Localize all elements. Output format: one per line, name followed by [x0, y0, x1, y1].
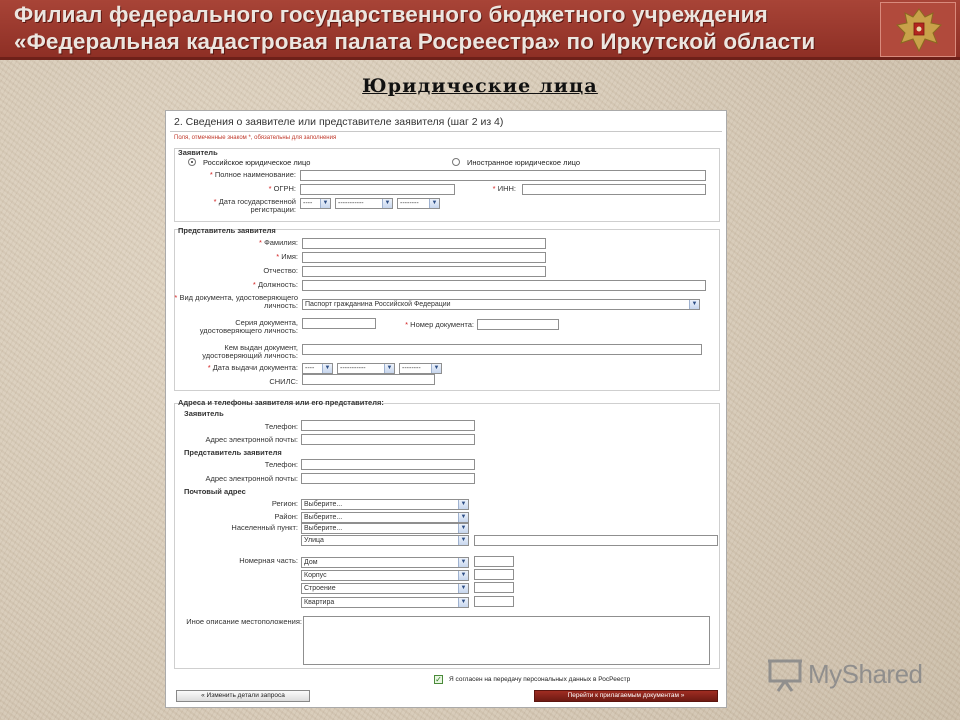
header-line-2: «Федеральная кадастровая палата Росреестра» по Иркутской области: [14, 29, 816, 54]
russian-entity-radio[interactable]: [188, 158, 196, 166]
reg-month-value: -----------: [338, 200, 364, 207]
ogrn-label: * ОГРН:: [268, 184, 296, 193]
applicant-legend: Заявитель: [178, 148, 218, 157]
reg-day-select[interactable]: [300, 198, 331, 209]
issue-month-value: -----------: [340, 365, 366, 372]
surname-label: * Фамилия:: [259, 238, 298, 247]
chevron-down-icon: ▼: [431, 364, 441, 373]
full-name-input[interactable]: [300, 170, 706, 181]
chevron-down-icon: ▼: [689, 300, 699, 309]
applicant-phone-label: Телефон:: [264, 422, 298, 431]
chevron-down-icon: ▼: [458, 536, 468, 545]
chevron-down-icon: ▼: [458, 571, 468, 580]
addr-rep-heading: Представитель заявителя: [184, 448, 282, 457]
district-label: Район:: [274, 512, 298, 521]
district-value: Выберите...: [304, 514, 343, 521]
issue-date-label-text: Дата выдачи документа:: [212, 363, 298, 372]
building-type-value: Корпус: [304, 572, 327, 579]
reg-date-label: * Дата государственной регистрации:: [213, 197, 296, 214]
doc-type-label-text: Вид документа, удостоверяющего личность:: [179, 293, 298, 310]
structure-type-select[interactable]: [301, 583, 469, 594]
chevron-down-icon: ▼: [458, 500, 468, 509]
chevron-down-icon: ▼: [384, 364, 394, 373]
region-value: Выберите...: [304, 501, 343, 508]
locality-value: Выберите...: [304, 525, 343, 532]
representative-legend: Представитель заявителя: [178, 226, 276, 235]
doc-type-label: * Вид документа, удостоверяющего личность:: [174, 293, 298, 310]
apartment-number-input[interactable]: [474, 596, 514, 607]
chevron-down-icon: ▼: [458, 598, 468, 607]
name-input[interactable]: [302, 252, 546, 263]
addr-applicant-heading: Заявитель: [184, 409, 224, 418]
house-type-value: Дом: [304, 559, 318, 566]
applicant-email-label: Адрес электронной почты:: [205, 435, 298, 444]
surname-label-text: Фамилия:: [264, 238, 298, 247]
full-name-label: * Полное наименование:: [209, 170, 296, 179]
patronymic-label: Отчество:: [263, 266, 298, 275]
structure-number-input[interactable]: [474, 582, 514, 593]
watermark-text: MyShared: [808, 658, 923, 689]
inn-label-text: ИНН:: [497, 184, 516, 193]
surname-input[interactable]: [302, 238, 546, 249]
street-type-select[interactable]: [301, 535, 469, 546]
rep-phone-label: Телефон:: [264, 460, 298, 469]
region-select[interactable]: [301, 499, 469, 510]
issued-by-label: Кем выдан документ, удостоверяющий личность:: [202, 343, 298, 360]
region-label: Регион:: [271, 499, 298, 508]
issue-month-select[interactable]: [337, 363, 395, 374]
issued-by-input[interactable]: [302, 344, 702, 355]
doc-type-select[interactable]: [302, 299, 700, 310]
rep-email-input[interactable]: [301, 473, 475, 484]
foreign-entity-radio[interactable]: [452, 158, 460, 166]
position-input[interactable]: [302, 280, 706, 291]
building-number-input[interactable]: [474, 569, 514, 580]
header-line-1: Филиал федерального государственного бюджетного учреждения: [14, 2, 768, 27]
applicant-phone-input[interactable]: [301, 420, 475, 431]
reg-month-select[interactable]: [335, 198, 393, 209]
chevron-down-icon: ▼: [320, 199, 330, 208]
apartment-type-select[interactable]: [301, 597, 469, 608]
reg-date-label-text: Дата государственной регистрации:: [218, 197, 296, 214]
doc-series-input[interactable]: [302, 318, 376, 329]
applicant-form: [165, 110, 727, 708]
chevron-down-icon: ▼: [322, 364, 332, 373]
district-select[interactable]: [301, 512, 469, 523]
house-number-input[interactable]: [474, 556, 514, 567]
number-part-label: Номерная часть:: [239, 556, 298, 565]
position-label-text: Должность:: [257, 280, 298, 289]
patronymic-input[interactable]: [302, 266, 546, 277]
inn-input[interactable]: [522, 184, 706, 195]
consent-checkbox[interactable]: ✓: [435, 675, 442, 684]
required-note: Поля, отмеченные знаком *, обязательны для заполнения: [174, 135, 337, 141]
myshared-watermark: [766, 654, 923, 694]
form-title: 2. Сведения о заявителе или представителе заявителя (шаг 2 из 4): [174, 116, 504, 128]
reg-year-value: --------: [400, 200, 419, 207]
issue-year-select[interactable]: [399, 363, 442, 374]
doc-type-value: Паспорт гражданина Российской Федерации: [305, 301, 451, 308]
doc-series-label: Серия документа, удостоверяющего личность:: [199, 318, 298, 335]
locality-select[interactable]: [301, 523, 469, 534]
rep-phone-input[interactable]: [301, 459, 475, 470]
consent-label: Я согласен на передачу персональных данных в РосРеестр: [449, 676, 631, 683]
other-desc-textarea[interactable]: [303, 616, 710, 665]
foreign-entity-label: Иностранное юридическое лицо: [467, 158, 581, 167]
building-type-select[interactable]: [301, 570, 469, 581]
next-documents-button[interactable]: Перейти к прилагаемым документам »: [534, 690, 718, 702]
russian-entity-label: Российское юридическое лицо: [203, 158, 311, 167]
full-name-label-text: Полное наименование:: [214, 170, 296, 179]
snils-input[interactable]: [302, 374, 435, 385]
street-input[interactable]: [474, 535, 718, 546]
street-type-value: Улица: [304, 537, 324, 544]
chevron-down-icon: ▼: [458, 524, 468, 533]
name-label: * Имя:: [276, 252, 298, 261]
other-desc-label: Иное описание местоположения:: [186, 617, 302, 626]
doc-number-label-text: Номер документа:: [410, 320, 474, 329]
reg-year-select[interactable]: [397, 198, 440, 209]
applicant-email-input[interactable]: [301, 434, 475, 445]
page-title-text: Юридические лица: [362, 75, 598, 97]
snils-label: СНИЛС:: [269, 377, 298, 386]
locality-label: Населенный пункт:: [231, 523, 298, 532]
coat-of-arms-emblem: [880, 2, 956, 57]
postal-heading: Почтовый адрес: [184, 487, 246, 496]
inn-label: * ИНН:: [492, 184, 516, 193]
form-title-divider: [170, 131, 722, 132]
issue-day-value: ----: [305, 365, 315, 372]
issue-year-value: --------: [402, 365, 421, 372]
page-header: [0, 0, 960, 60]
reg-day-value: ----: [303, 200, 313, 207]
house-type-select[interactable]: [301, 557, 469, 568]
chevron-down-icon: ▼: [382, 199, 392, 208]
chevron-down-icon: ▼: [458, 584, 468, 593]
structure-type-value: Строение: [304, 585, 336, 592]
chevron-down-icon: ▼: [458, 513, 468, 522]
ogrn-input[interactable]: [300, 184, 455, 195]
issue-date-label: * Дата выдачи документа:: [207, 363, 298, 372]
chevron-down-icon: ▼: [429, 199, 439, 208]
change-request-button[interactable]: « Изменить детали запроса: [176, 690, 310, 702]
chevron-down-icon: ▼: [458, 558, 468, 567]
apartment-type-value: Квартира: [304, 599, 335, 606]
addresses-legend: Адреса и телефоны заявителя или его представителя:: [178, 398, 384, 407]
rep-email-label: Адрес электронной почты:: [205, 474, 298, 483]
position-label: * Должность:: [252, 280, 298, 289]
doc-number-label: * Номер документа:: [405, 320, 474, 329]
presentation-icon: [766, 655, 806, 693]
name-label-text: Имя:: [281, 252, 298, 261]
page-title: [0, 75, 960, 97]
ogrn-label-text: ОГРН:: [273, 184, 296, 193]
doc-number-input[interactable]: [477, 319, 559, 330]
issue-day-select[interactable]: [302, 363, 333, 374]
